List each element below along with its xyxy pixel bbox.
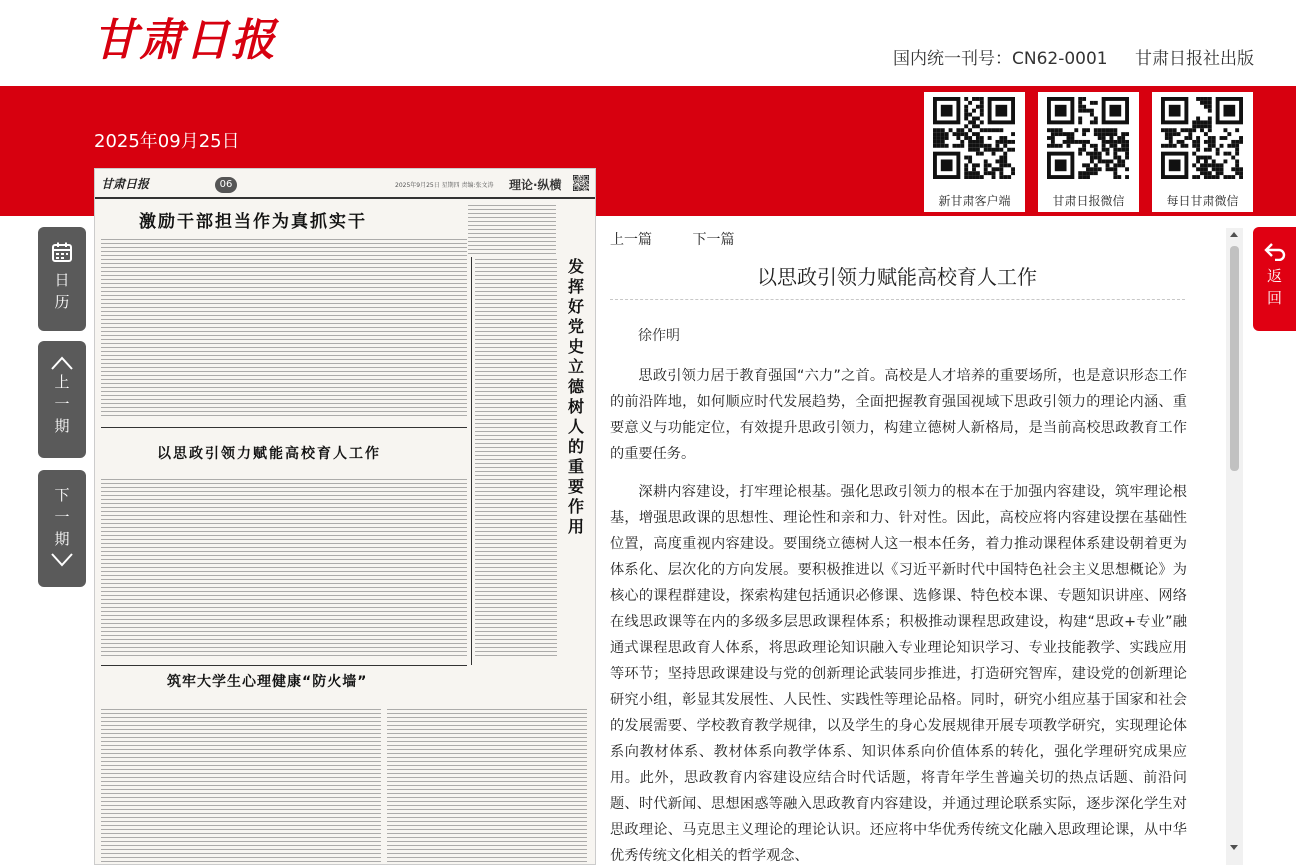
scroll-thumb[interactable] — [1230, 246, 1239, 471]
calendar-button[interactable] — [38, 227, 86, 331]
next-label-3: 期 — [54, 530, 70, 548]
prev-article-link[interactable]: 上一篇 — [610, 232, 652, 248]
paper-headline-3[interactable]: 筑牢大学生心理健康“防火墙” — [167, 674, 368, 690]
paper-headline-1[interactable]: 激励干部担当作为真抓实干 — [139, 212, 367, 232]
qr-label: 甘肃日报微信 — [1052, 194, 1125, 208]
qr-label: 每日甘肃微信 — [1166, 194, 1239, 208]
return-label-1: 返 — [1266, 267, 1282, 285]
return-arrow-icon — [1263, 241, 1287, 261]
paper-text-block — [475, 259, 557, 659]
qr-code-icon — [1161, 97, 1243, 179]
article-author: 徐作明 — [638, 328, 680, 344]
prev-label-1: 上 — [54, 373, 70, 391]
qr-card-client[interactable] — [924, 92, 1025, 212]
calendar-label-2: 历 — [54, 293, 70, 311]
prev-label-3: 期 — [54, 417, 70, 435]
article-nav — [610, 229, 770, 249]
newspaper-logo[interactable]: 甘肃日报 — [93, 15, 277, 66]
paper-text-block — [101, 239, 467, 417]
top-header — [0, 0, 1296, 86]
issn-text: 国内统一刊号：CN62-0001 — [893, 49, 1108, 69]
qr-code-icon — [573, 175, 589, 191]
qr-code-icon — [1047, 97, 1129, 179]
paper-page-number: 06 — [215, 177, 237, 193]
issue-date: 2025年09月25日 — [94, 131, 240, 152]
article-divider — [610, 299, 1185, 300]
paper-headline-2[interactable]: 以思政引领力赋能高校育人工作 — [157, 446, 381, 462]
prev-label-2: 一 — [54, 395, 70, 413]
prev-issue-button[interactable] — [38, 341, 86, 458]
next-label-2: 一 — [54, 508, 70, 526]
paper-text-block — [387, 709, 587, 865]
paper-header — [95, 169, 596, 199]
paper-rule — [471, 257, 472, 665]
calendar-label-1: 日 — [54, 271, 70, 289]
article-panel — [597, 228, 1244, 865]
scroll-up-arrow-icon[interactable] — [1230, 232, 1238, 237]
paper-rule — [101, 427, 467, 428]
publisher-text: 甘肃日报社出版 — [1135, 49, 1254, 69]
return-button[interactable] — [1253, 227, 1296, 331]
article-scrollbar[interactable] — [1226, 228, 1243, 865]
qr-code-icon — [933, 97, 1015, 179]
return-label-2: 回 — [1266, 289, 1282, 307]
qr-card-wechat-gsrb[interactable] — [1038, 92, 1139, 212]
article-title: 以思政引领力赋能高校育人工作 — [757, 265, 1037, 289]
scroll-down-arrow-icon[interactable] — [1230, 845, 1238, 850]
newspaper-page-image[interactable] — [94, 168, 596, 865]
qr-label: 新甘肃客户端 — [938, 194, 1011, 208]
next-issue-button[interactable] — [38, 470, 86, 587]
paper-meta: 2025年9月25日 星期四 责编:张文涛 — [395, 182, 494, 189]
paper-logo: 甘肃日报 — [101, 177, 150, 191]
calendar-icon — [51, 241, 73, 263]
paper-text-block — [101, 479, 467, 657]
paper-text-block — [468, 205, 556, 255]
article-paragraph: 思政引领力居于教育强国“六力”之首。高校是人才培养的重要场所，也是意识形态工作的前沿阵地，如何顺应时代发展趋势，全面把握教育强国视域下思政引领力的理论内涵、重要意义与功能定位，有效提升思政引领力，构建立德树人新格局，是当前高校思政教育工作的重要任务。 — [610, 368, 1187, 462]
qr-card-wechat-daily[interactable] — [1152, 92, 1253, 212]
article-paragraph: 深耕内容建设，打牢理论根基。强化思政引领力的根本在于加强内容建设，筑牢理论根基，增强思政课的思想性、理论性和亲和力、针对性。因此，高校应将内容建设摆在基础性位置，高度重视内容建设。要围绕立德树人这一根本任务，着力推动课程体系建设朝着更为体系化、层次化的方向发展。要积极推进以《习近平新时代中国特色社会主义思想概论》为核心的课程群建设，探索构建包括通识必修课、选修课、特色校本课、专题知识讲座、网络在线思政课等在内的多级多层思政课程体系；积极推动课程思政建设，构建“思政+专业”融通式课程思政育人体系，将思政理论知识融入专业理论知识学习、专业技能教学、实践应用等环节；坚持思政课建设与党的创新理论武装同步推进，打造研究智库，建设党的创新理论研究小组，彰显其发展性、人民性、实践性等理论品格。同时，研究小组应基于国家和社会的发展需要、学校教育教学规律，以及学生的身心发展规律开展专项教学研究，实现理论体系向教材体系、教材体系向教学体系、知识体系向价值体系的转化，强化学理研究成果应用。此外，思政教育内容建设应结合时代话题，将青年学生普遍关切的热点话题、前沿问题、时代新闻、思想困惑等融入思政教育内容建设，并通过理论联系实际，逐步深化学生对思政理论、马克思主义理论的理论认识。还应将中华优秀传统文化融入思政理论课，从中华优秀传统文化相关的哲学观念、 — [610, 484, 1187, 864]
chevron-up-icon — [50, 355, 74, 371]
paper-text-block — [101, 709, 381, 865]
chevron-down-icon — [50, 552, 74, 568]
paper-rule — [101, 665, 467, 666]
paper-section: 理论·纵横 — [509, 178, 562, 192]
next-article-link[interactable]: 下一篇 — [692, 232, 735, 248]
article-body — [610, 363, 1187, 865]
paper-vertical-headline[interactable]: 发挥好党史立德树人的重要作用 — [567, 257, 584, 536]
next-label-1: 下 — [54, 486, 70, 504]
